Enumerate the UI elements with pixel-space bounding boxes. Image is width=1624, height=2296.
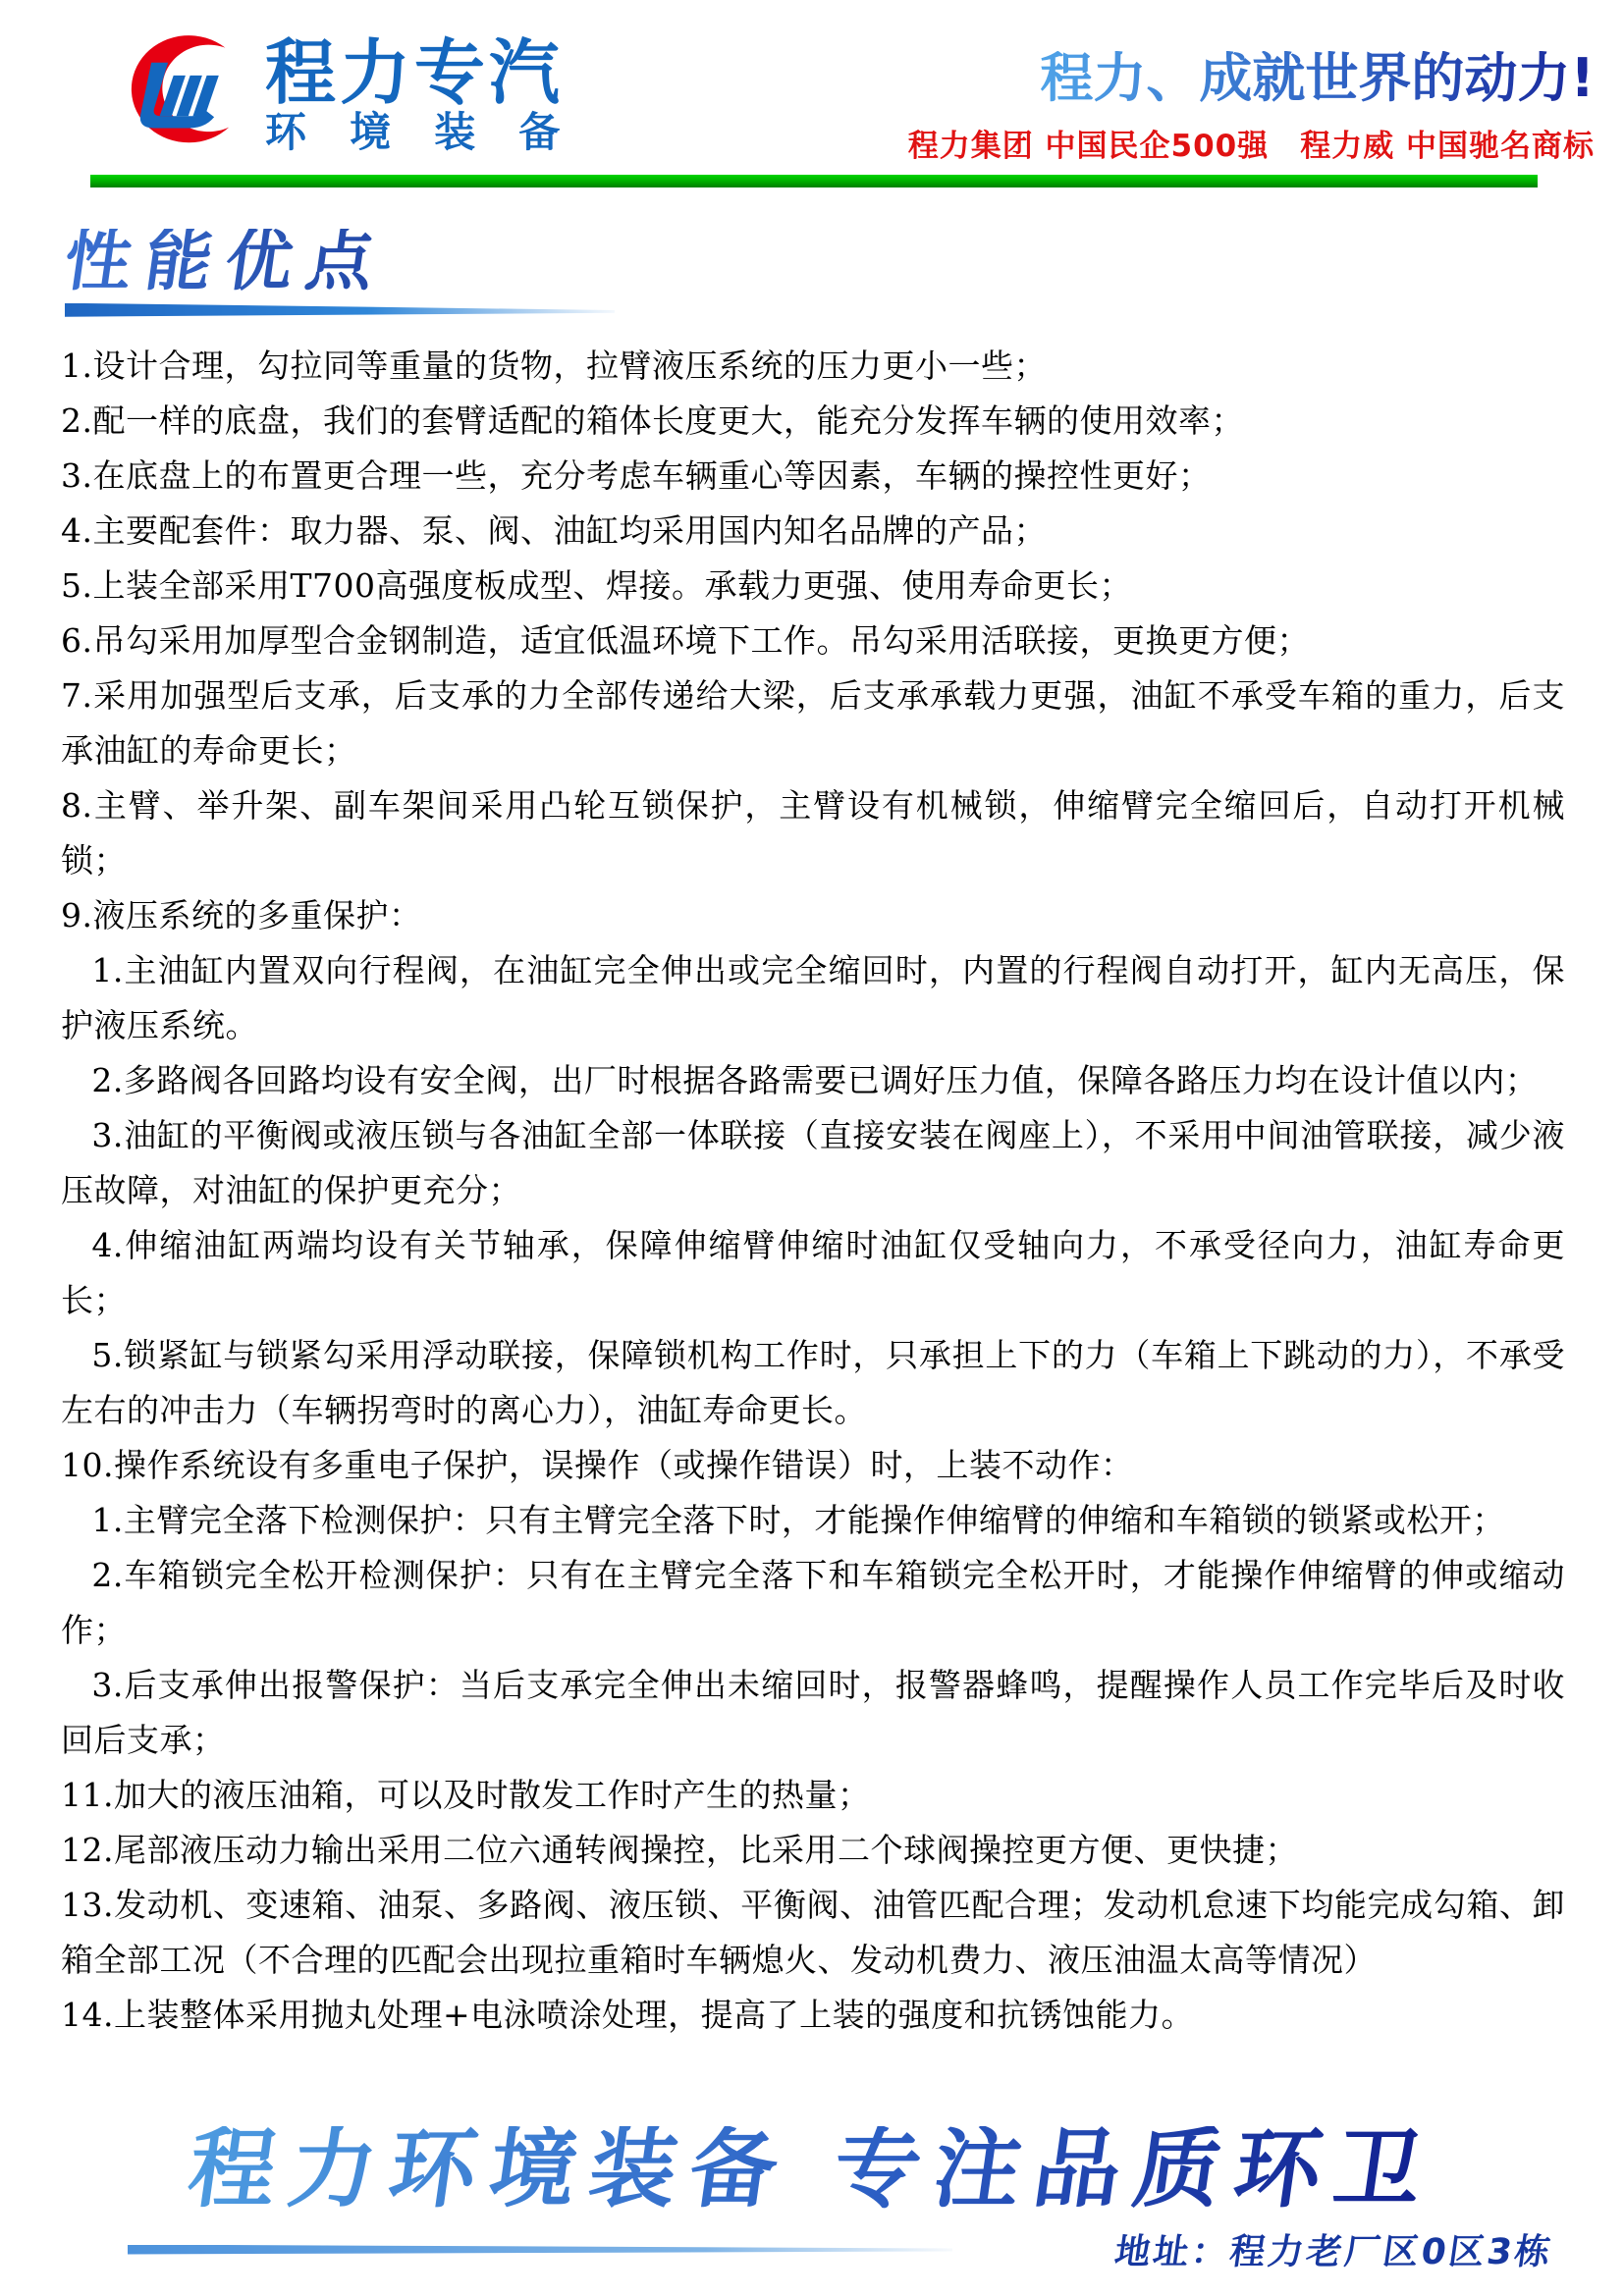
brand-logo-text — [265, 31, 604, 156]
feature-item: 13.发动机、变速箱、油泵、多路阀、液压锁、平衡阀、油管匹配合理；发动机怠速下均能完成勾箱、卸箱全部工况（不合理的匹配会出现拉重箱时车辆熄火、发动机费力、液压油温太高等情况） — [61, 1885, 1565, 1979]
footer-row — [59, 2224, 1565, 2274]
header-slogans — [907, 47, 1608, 165]
feature-item: 9.液压系统的多重保护： — [61, 895, 422, 934]
feature-item: 8.主臂、举升架、副车架间采用凸轮互锁保护，主臂设有机械锁，伸缩臂完全缩回后，自动打开机械锁； — [61, 785, 1565, 880]
brand-slogan: 程力、成就世界的动力! — [1040, 47, 1595, 109]
chengli-crescent-logo-icon — [90, 27, 247, 151]
feature-item: 14.上装整体采用抛丸处理+电泳喷涂处理，提高了上装的强度和抗锈蚀能力。 — [61, 1995, 1195, 2034]
feature-item: 3.后支承伸出报警保护：当后支承完全伸出未缩回时，报警器蜂鸣，提醒操作人员工作完毕后及时收回后支承； — [61, 1665, 1565, 1759]
brand-name: 程力专汽 — [265, 31, 565, 114]
feature-item: 10.操作系统设有多重电子保护，误操作（或操作错误）时，上装不动作： — [61, 1445, 1134, 1484]
feature-list — [61, 339, 1565, 2043]
footer-banner-wrap — [59, 2118, 1565, 2219]
feature-item: 2.车箱锁完全松开检测保护：只有在主臂完全落下和车箱锁完全松开时，才能操作伸缩臂的伸或缩动作； — [61, 1555, 1565, 1649]
brand-subname: 环境装备 — [265, 108, 604, 156]
footer-underline-swoosh — [128, 2245, 952, 2255]
page-header — [0, 0, 1624, 165]
feature-item: 2.配一样的底盘，我们的套臂适配的箱体长度更大，能充分发挥车辆的使用效率； — [61, 400, 1244, 440]
feature-item: 4.伸缩油缸两端均设有关节轴承，保障伸缩臂伸缩时油缸仅受轴向力，不承受径向力，油缸寿命更长； — [61, 1225, 1565, 1319]
brand-logo — [90, 27, 603, 155]
feature-item: 4.主要配套件：取力器、泵、阀、油缸均采用国内知名品牌的产品； — [61, 510, 1047, 550]
header-divider — [90, 175, 1538, 187]
footer-address: 地址：程力老厂区0区3栋 — [1111, 2232, 1556, 2272]
feature-item: 2.多路阀各回路均设有安全阀，出厂时根据各路需要已调好压力值，保障各路压力均在设计值以内； — [91, 1060, 1539, 1099]
feature-item: 3.在底盘上的布置更合理一些，充分考虑车辆重心等因素，车辆的操控性更好； — [61, 455, 1212, 495]
title-underline-swoosh — [65, 303, 615, 317]
feature-item: 1.设计合理，勾拉同等重量的货物，拉臂液压系统的压力更小一些； — [61, 346, 1047, 385]
feature-item: 1.主臂完全落下检测保护：只有主臂完全落下时，才能操作伸缩臂的伸缩和车箱锁的锁紧或松开； — [91, 1500, 1505, 1539]
feature-item: 7.采用加强型后支承，后支承的力全部传递给大梁，后支承承载力更强，油缸不承受车箱的重力，后支承油缸的寿命更长； — [61, 675, 1565, 770]
feature-item: 12.尾部液压动力输出采用二位六通转阀操控，比采用二个球阀操控更方便、更快捷； — [61, 1830, 1298, 1869]
page-title: 性能优点 — [59, 222, 393, 300]
section-title-block — [59, 222, 1624, 317]
feature-item: 5.上装全部采用T700高强度板成型、焊接。承载力更强、使用寿命更长； — [61, 565, 1132, 605]
feature-item: 11.加大的液压油箱，可以及时散发工作时产生的热量； — [61, 1775, 871, 1814]
feature-item: 6.吊勾采用加厚型合金钢制造，适宜低温环境下工作。吊勾采用活联接，更换更方便； — [61, 620, 1310, 660]
feature-item: 1.主油缸内置双向行程阀，在油缸完全伸出或完全缩回时，内置的行程阀自动打开，缸内无高压，保护液压系统。 — [61, 950, 1565, 1044]
feature-item: 5.锁紧缸与锁紧勾采用浮动联接，保障锁机构工作时，只承担上下的力（车箱上下跳动的力），不承受左右的冲击力（车辆拐弯时的离心力），油缸寿命更长。 — [61, 1335, 1565, 1429]
page-footer — [59, 2118, 1565, 2274]
brand-subslogan: 程力集团 中国民企500强 程力威 中国驰名商标 — [907, 128, 1595, 164]
footer-banner: 程力环境装备 专注品质环卫 — [182, 2118, 1442, 2219]
feature-item: 3.油缸的平衡阀或液压锁与各油缸全部一体联接（直接安装在阀座上），不采用中间油管联接，减少液压故障，对油缸的保护更充分； — [61, 1115, 1565, 1209]
